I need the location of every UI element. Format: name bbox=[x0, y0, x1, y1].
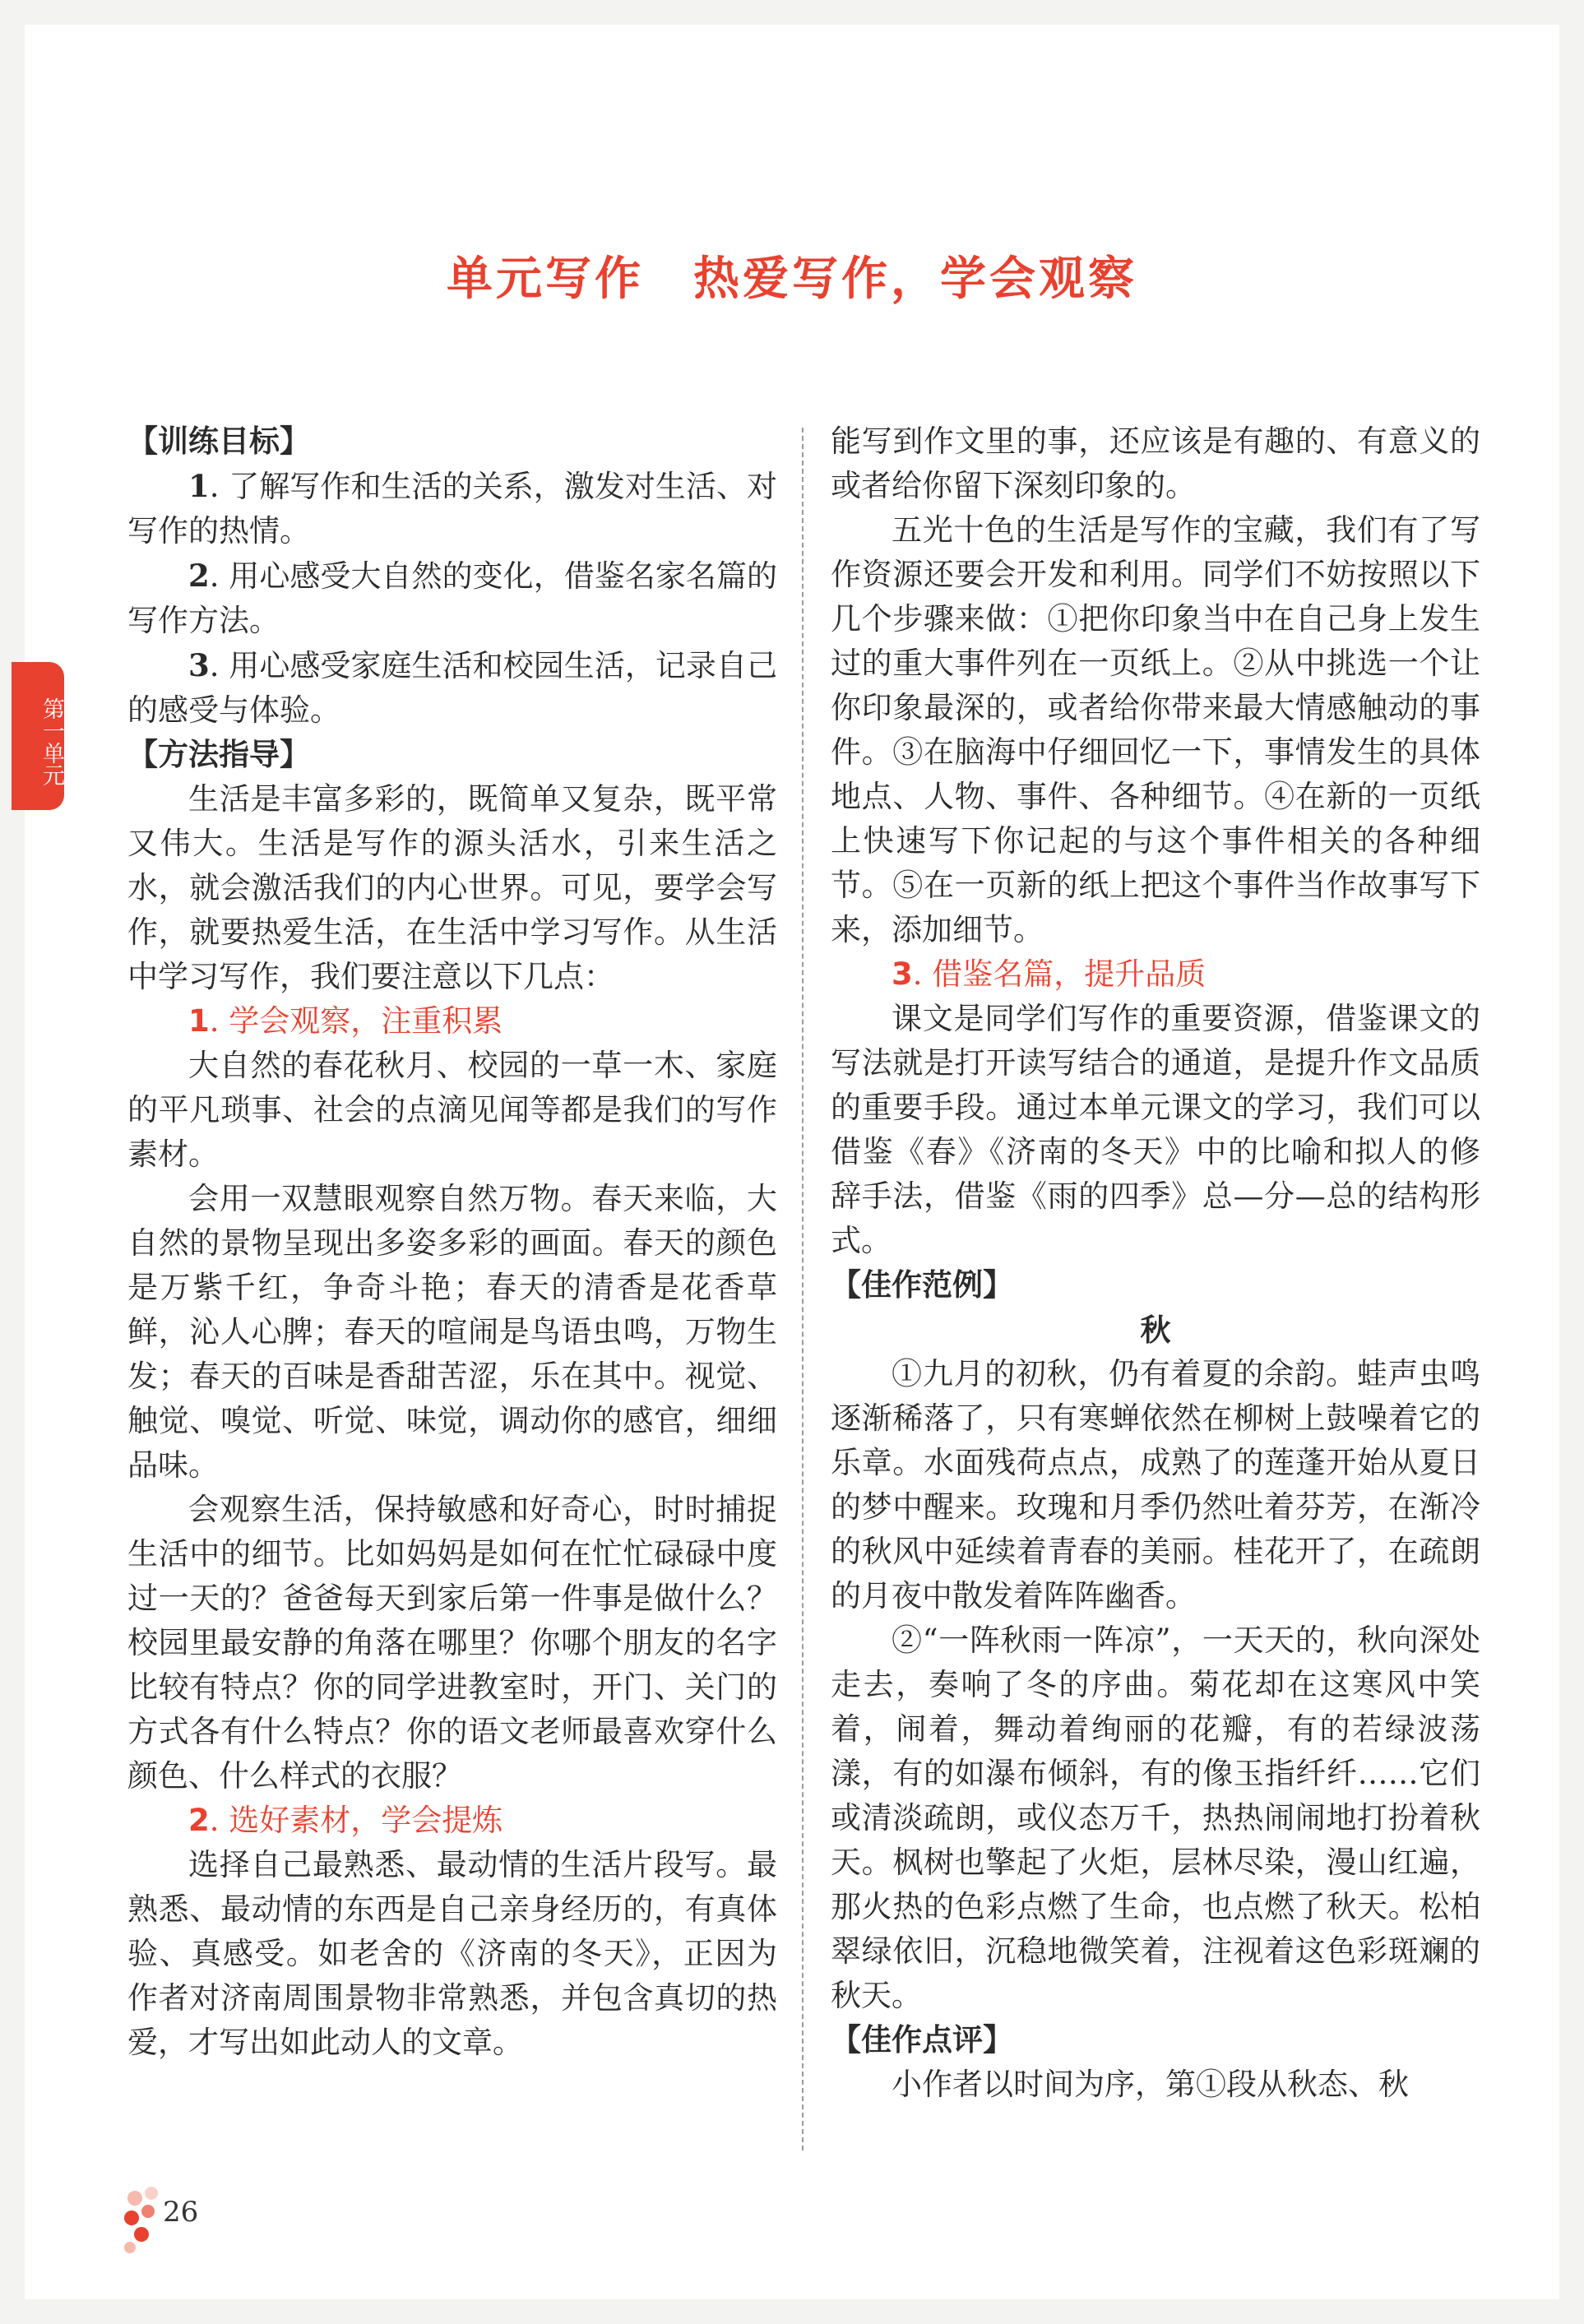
left-column bbox=[127, 419, 777, 2065]
subheading-3 bbox=[831, 952, 1480, 997]
column-divider bbox=[802, 428, 804, 2150]
paragraph-materials: 大自然的春花秋月、校园的一草一木、家庭的平凡琐事、社会的点滴见闻等都是我们的写作素材。 bbox=[127, 1048, 777, 1172]
subheading-1 bbox=[127, 999, 777, 1044]
goal-3-text: . 用心感受家庭生活和校园生活，记录自己的感受与体验。 bbox=[127, 648, 777, 728]
subheading-1-text: . 学会观察，注重积累 bbox=[209, 1003, 503, 1039]
training-goals-heading: 【训练目标】 bbox=[127, 424, 310, 459]
right-column bbox=[831, 419, 1480, 2107]
goal-1-text: . 了解写作和生活的关系，激发对生活、对写作的热情。 bbox=[127, 469, 777, 549]
paragraph-choose-material: 选择自己最熟悉、最动情的生活片段写。最熟悉、最动情的东西是自己亲身经历的，有真体验、真感受。如老舍的《济南的冬天》，正因为作者对济南周围景物非常熟悉，并包含真切的热爱，才写出如此动人的文章。 bbox=[127, 1847, 777, 2060]
subheading-2 bbox=[127, 1799, 777, 1843]
essay-comment-paragraph: 小作者以时间为序，第①段从秋态、秋 bbox=[892, 2067, 1409, 2102]
subheading-2-number: 2 bbox=[188, 1803, 210, 1838]
paragraph-steps: 五光十色的生活是写作的宝藏，我们有了写作资源还要会开发和利用。同学们不妨按照以下几个步骤来做：①把你印象当中在自己身上发生过的重大事件列在一页纸上。②从中挑选一个让你印象最深的，或者给你带来最大情感触动的事件。③在脑海中仔细回忆一下，事情发生的具体地点、人物、事件、各种细节。④在新的一页纸上快速写下你记起的与这个事件相关的各种细节。⑤在一页新的纸上把这个事件当作故事写下来，添加细节。 bbox=[831, 512, 1480, 947]
page-title: 单元写作 热爱写作，学会观察 bbox=[447, 252, 1137, 306]
essay-paragraph-2: ②“一阵秋雨一阵凉”，一天天的，秋向深处走去，奏响了冬的序曲。菊花却在这寒风中笑着，闹着，舞动着绚丽的花瓣，有的若绿波荡漾，有的如瀑布倾斜，有的像玉指纤纤……它们或清淡疏朗，或仪态万千，热热闹闹地打扮着秋天。枫树也擎起了火炬，层林尽染，漫山红遍，那火热的色彩点燃了生命，也点燃了秋天。松柏翠绿依旧，沉稳地微笑着，注视着这色彩斑斓的秋天。 bbox=[831, 1623, 1480, 2013]
paragraph-learn-from-texts: 课文是同学们写作的重要资源，借鉴课文的写法就是打开读写结合的通道，是提升作文品质的重要手段。通过本单元课文的学习，我们可以借鉴《春》《济南的冬天》中的比喻和拟人的修辞手法，借鉴《雨的四季》总—分—总的结构形式。 bbox=[831, 1001, 1480, 1258]
page-number: 26 bbox=[163, 2196, 199, 2229]
example-essay-heading: 【佳作范例】 bbox=[831, 1267, 1013, 1303]
paragraph-observe-nature: 会用一双慧眼观察自然万物。春天来临，大自然的景物呈现出多姿多彩的画面。春天的颜色是万紫千红，争奇斗艳；春天的清香是花香草鲜，沁人心脾；春天的喧闹是鸟语虫鸣，万物生发；春天的百味是香甜苦涩，乐在其中。视觉、触觉、嗅觉、听觉、味觉，调动你的感官，细细品味。 bbox=[127, 1181, 777, 1483]
goal-2-number: 2 bbox=[188, 558, 210, 594]
goal-2 bbox=[127, 553, 777, 643]
method-intro-paragraph: 生活是丰富多彩的，既简单又复杂，既平常又伟大。生活是写作的源头活水，引来生活之水，就会激活我们的内心世界。可见，要学会写作，就要热爱生活，在生活中学习写作。从生活中学习写作，我们要注意以下几点： bbox=[127, 781, 777, 994]
goal-1-number: 1 bbox=[188, 468, 210, 504]
method-guide-heading: 【方法指导】 bbox=[127, 737, 310, 772]
goal-2-text: . 用心感受大自然的变化，借鉴名家名篇的写作方法。 bbox=[127, 558, 777, 638]
paragraph-observe-life: 会观察生活，保持敏感和好奇心，时时捕捉生活中的细节。比如妈妈是如何在忙忙碌碌中度过一天的？爸爸每天到家后第一件事是做什么？校园里最安静的角落在哪里？你哪个朋友的名字比较有特点？你的同学进教室时，开门、关门的方式各有什么特点？你的语文老师最喜欢穿什么颜色、什么样式的衣服？ bbox=[127, 1492, 777, 1794]
unit-side-tab: 第一单元 bbox=[12, 662, 64, 810]
goal-3-number: 3 bbox=[188, 647, 210, 683]
subheading-3-text: . 借鉴名篇，提升品质 bbox=[912, 956, 1207, 992]
subheading-1-number: 1 bbox=[188, 1003, 210, 1039]
subheading-2-text: . 选好素材，学会提炼 bbox=[209, 1803, 503, 1838]
goal-1 bbox=[127, 464, 777, 553]
paragraph-continued: 能写到作文里的事，还应该是有趣的、有意义的或者给你留下深刻印象的。 bbox=[831, 424, 1480, 503]
essay-title: 秋 bbox=[1140, 1312, 1171, 1348]
subheading-3-number: 3 bbox=[892, 956, 913, 992]
essay-comment-heading: 【佳作点评】 bbox=[831, 2022, 1013, 2058]
goal-3 bbox=[127, 643, 777, 733]
essay-paragraph-1: ①九月的初秋，仍有着夏的余韵。蛙声虫鸣逐渐稀落了，只有寒蝉依然在柳树上鼓噪着它的乐章。水面残荷点点，成熟了的莲蓬开始从夏日的梦中醒来。玫瑰和月季仍然吐着芬芳，在渐冷的秋风中延续着青春的美丽。桂花开了，在疏朗的月夜中散发着阵阵幽香。 bbox=[831, 1356, 1480, 1613]
